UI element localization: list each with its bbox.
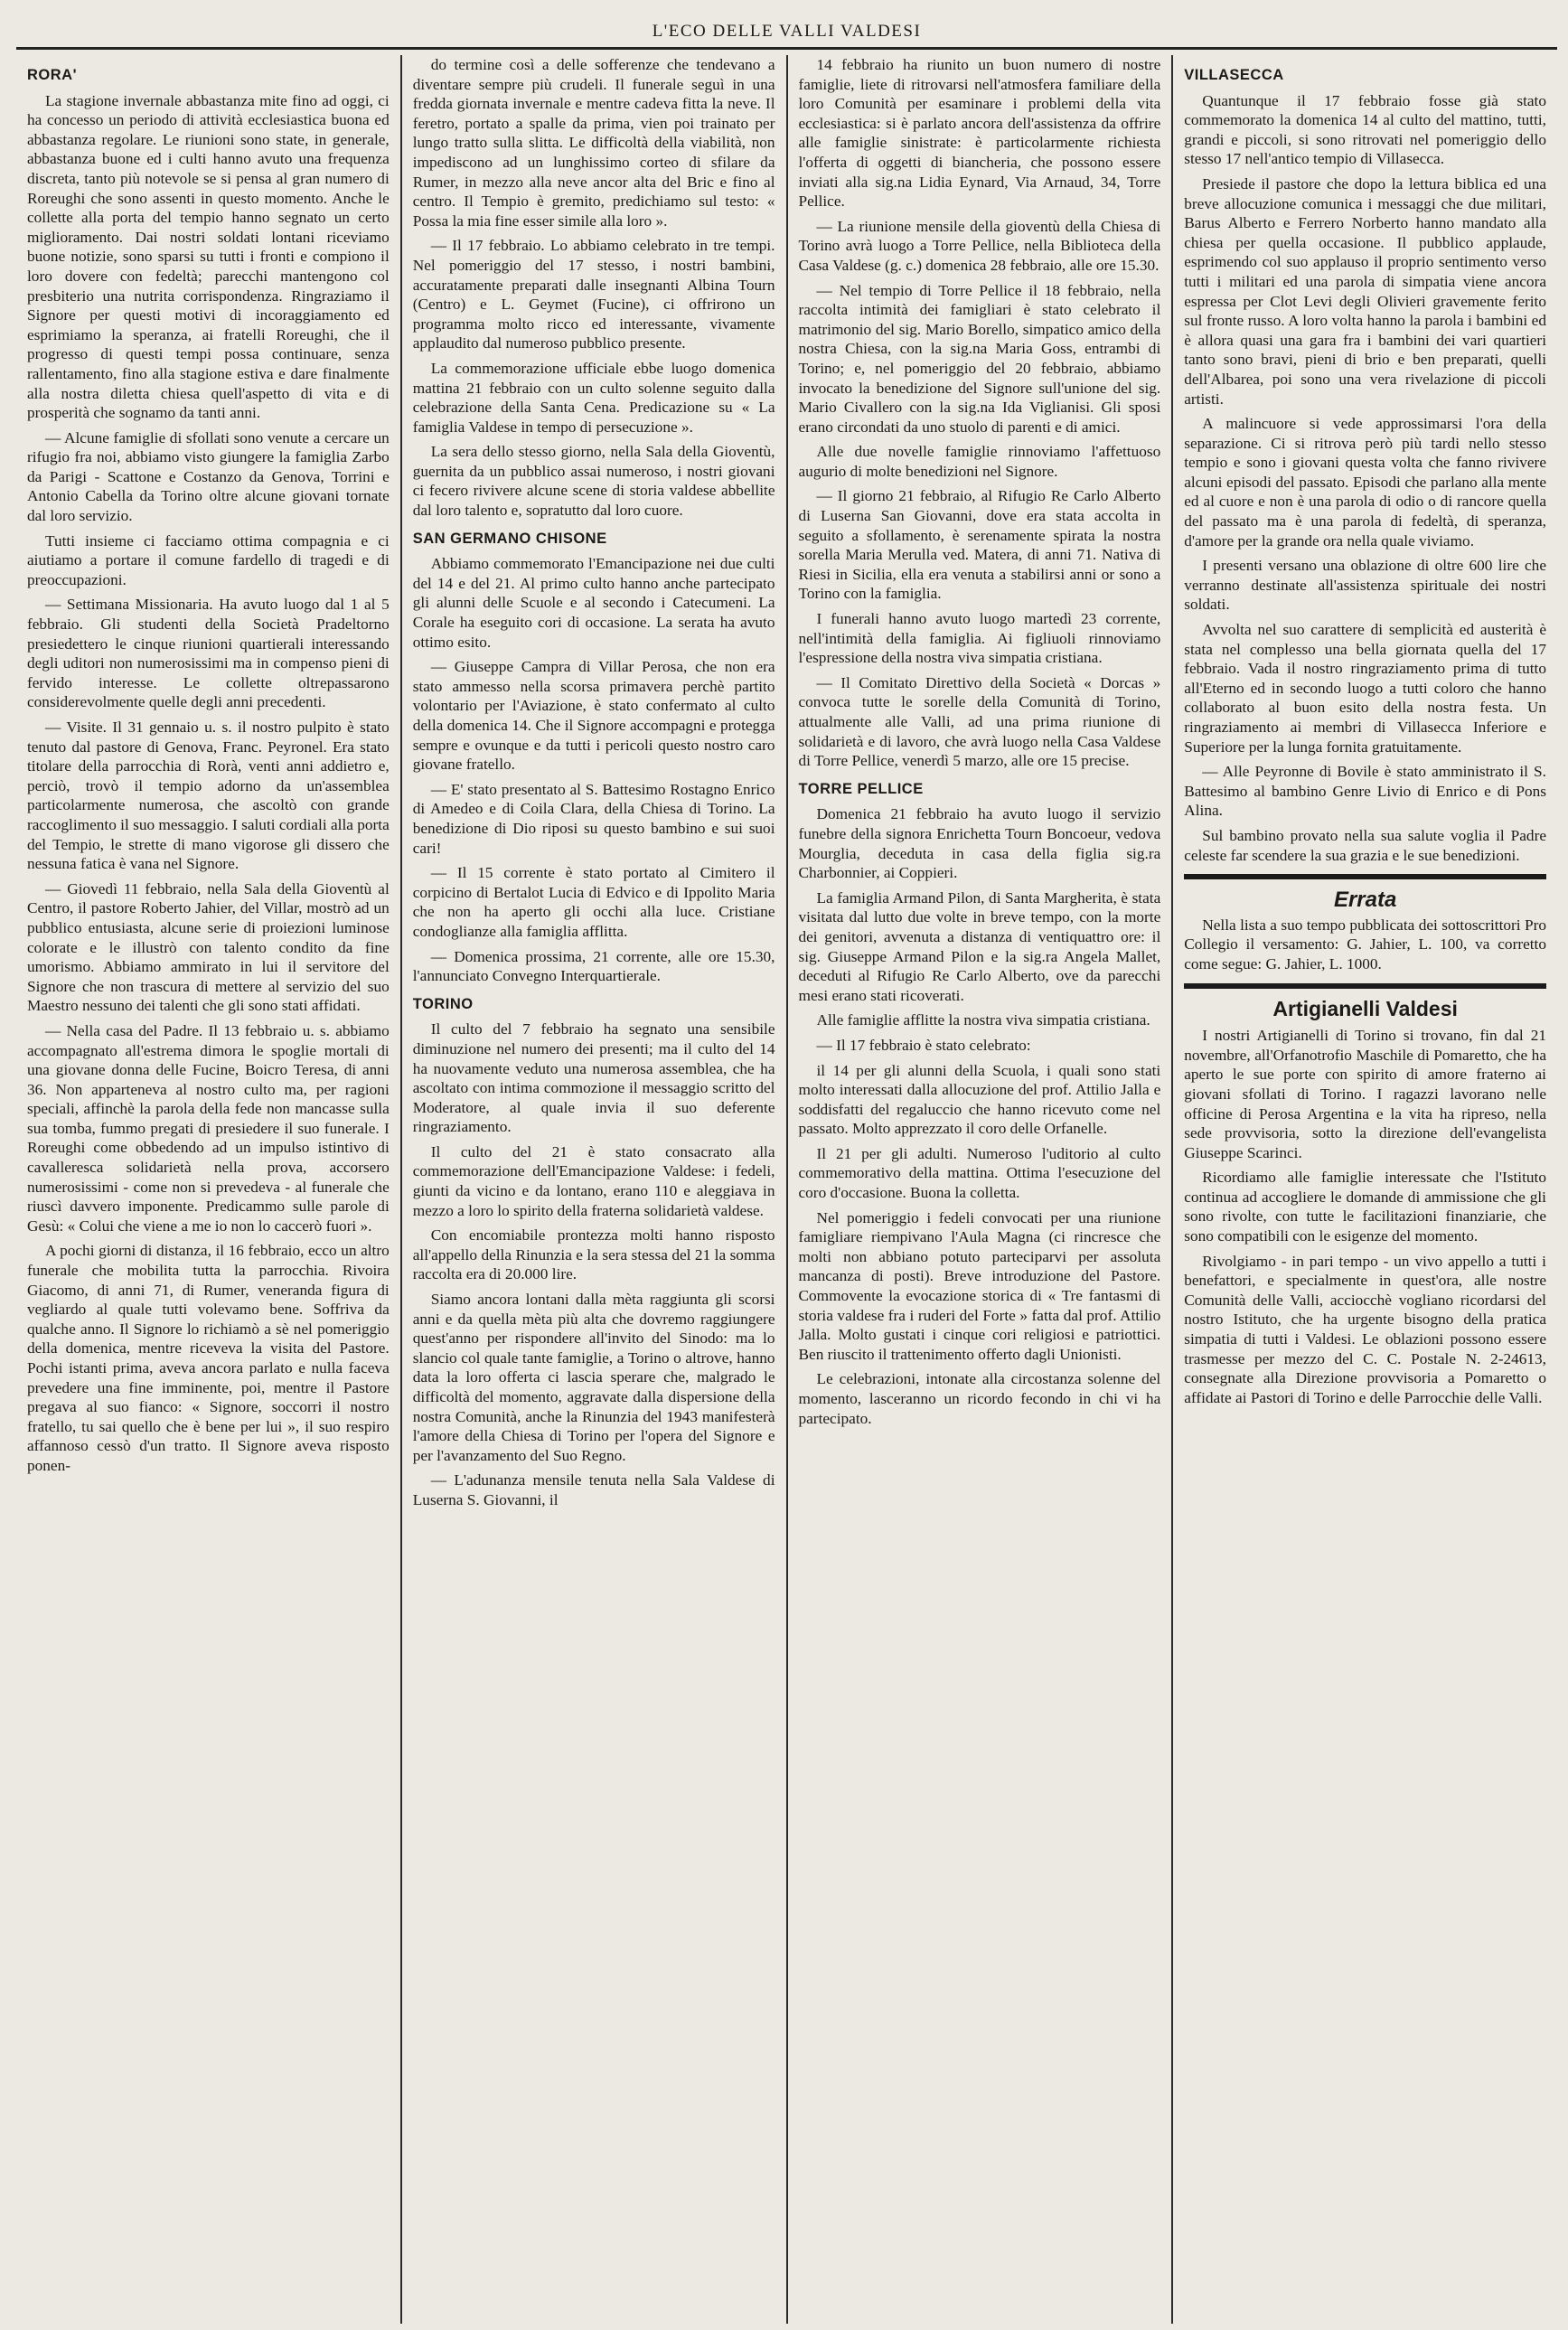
section-heading: TORINO [412, 995, 474, 1012]
article-paragraph: I funerali hanno avuto luogo martedì 23 corrente, nell'intimità della famiglia. Ai figliuoli rinnoviamo l'espressione della nostra viva simpatia cristiana. [798, 610, 1161, 667]
article-paragraph: A pochi giorni di distanza, il 16 febbraio, ecco un altro funerale che mobilita tutta la parrocchia. Rivoira Giacomo, di anni 71, di Rumer, veneranda figura di vegliardo al quale tutti volevamo bene. Soffriva da qualche anno. Il Signore lo richiamò a sè nel pomeriggio della domenica, mentre riceveva la visita del Pastore. Pochi istanti prima, aveva ancora parlato e nulla faceva prevedere una fine imminente, poi, mentre il Pastore pregava al suo fianco: « Signore, soccorri il nostro fratello, tu sai quello che è bene per lui », il suo respiro affannoso cessò d'un tratto. Il Signore aveva risposto ponen- [27, 1242, 390, 1474]
article-paragraph: Il culto del 7 febbraio ha segnato una sensibile diminuzione nel numero dei presenti; ma il culto del 14 ha nuovamente veduto una numerosa assemblea, che ha ascoltato con intima commozione il messaggio scritto del Moderatore, al quale invia il suo deferente ringraziamento. [412, 1020, 775, 1136]
article-paragraph: — Settimana Missionaria. Ha avuto luogo dal 1 al 5 febbraio. Gli studenti della Società Pradeltorno presiedettero le cinque riunioni quartierali interessando degli uditori non numerosissimi ma in compenso pieni di fervido interesse. Le collette oltrepassarono considerevolmente quelle degli anni precedenti. [27, 596, 390, 711]
columns [16, 55, 1557, 2324]
article-paragraph: — Giuseppe Campra di Villar Perosa, che non era stato ammesso nella scorsa primavera perchè partito volontario per l'Aviazione, è stato confermato al culto della domenica 14. Che il Signore accompagni e protegga sempre e ovunque e da tutti i pericoli questo nostro caro giovane fratello. [412, 658, 775, 774]
article-paragraph: Il culto del 21 è stato consacrato alla commemorazione dell'Emancipazione Valdese: i fedeli, giunti da vicino e da lontano, erano 110 e aleggiava in mezzo a loro lo spirito della fraterna solidarietà valdese. [412, 1142, 775, 1219]
article-paragraph: — Il giorno 21 febbraio, al Rifugio Re Carlo Alberto di Luserna San Giovanni, dove era stata accolta in seguito a sfollamento, è serenamente spirata la nostra sorella Maria Merulla ved. Matera, di anni 71. Nativa di Riesi in Sicilia, ella era venuta a stabilirsi anni or sono a Torino con la famiglia. [798, 487, 1161, 603]
article-paragraph: Abbiamo commemorato l'Emancipazione nei due culti del 14 e del 21. Al primo culto hanno anche partecipato gli alunni delle Scuole e al secondo i Catecumeni. La Corale ha eseguito cori di occasione. La serata ha avuto ottimo esito. [412, 555, 775, 651]
article-paragraph: Il 21 per gli adulti. Numeroso l'uditorio al culto commemorativo della mattina. Ottima l'esecuzione del coro d'occasione. Buona la colletta. [798, 1144, 1161, 1202]
column-2 [400, 55, 786, 2324]
article-paragraph: I presenti versano una oblazione di oltre 600 lire che verranno destinate all'assistenza spirituale dei nostri soldati. [1184, 557, 1546, 614]
article-paragraph: Le celebrazioni, intonate alla circostanza solenne del momento, lasceranno un ricordo fecondo in chi vi ha partecipato. [798, 1370, 1161, 1427]
section-heading: VILLASECCA [1184, 67, 1284, 83]
article-paragraph: — Nel tempio di Torre Pellice il 18 febbraio, nella raccolta intimità dei famigliari è stato celebrato il matrimonio del sig. Mario Borello, simpatico amico della nostra Chiesa, con la sig.na Maria Goss, entrambi di Torino; e, nel pomeriggio del 20 febbraio, abbiamo invocato la benedizione del Signore sull'unione del sig. Mario Civallero con la sig.na Ida Viglianisi. Gli sposi erano circondati da uno stuolo di parenti e di amici. [798, 281, 1161, 436]
article-paragraph: Ricordiamo alle famiglie interessate che l'Istituto continua ad accogliere le domande di ammissione che gli sono rivolte, con tutte le facilitazioni finanziarie, che sono compatibili con le esigenze del momento. [1184, 1169, 1546, 1245]
section-heading: TORRE PELLICE [798, 780, 924, 797]
article-paragraph: — Il 17 febbraio è stato celebrato: [816, 1036, 1031, 1054]
article-paragraph: — Visite. Il 31 gennaio u. s. il nostro pulpito è stato tenuto dal pastore di Genova, Franc. Peyronel. Era stato titolare della parrocchia di Rorà, venti anni addietro e, perciò, trovò il tempio adorno da un'assemblea particolarmente numerosa, che ascoltò con grande raccoglimento il suo messaggio. I saluti cordiali alla porta del Tempio, le strette di mano vigorose gli dissero che nessuna fatica è vana nel Signore. [27, 719, 390, 873]
column-3 [786, 55, 1172, 2324]
article-paragraph: Nella lista a suo tempo pubblicata dei sottoscrittori Pro Collegio il versamento: G. Jahier, L. 100, va corretto come segue: G. Jahier, L. 1000. [1184, 916, 1546, 972]
article-paragraph: I nostri Artigianelli di Torino si trovano, fin dal 21 novembre, all'Orfanotrofio Maschile di Pomaretto, che ha aperto le sue porte con spirito di amore fraterno ai giovani sfollati di Torino. I ragazzi lavorano nelle officine di Perosa Argentina e la vita ha ripreso, nella sede provvisoria, sotto la direzione dell'evangelista Giuseppe Scarinci. [1184, 1027, 1546, 1161]
article-paragraph: — Nella casa del Padre. Il 13 febbraio u. s. abbiamo accompagnato all'estrema dimora le spoglie mortali di una giovane donna delle Fucine, Boicro Teresa, di anni 36. Non appartenevа al nostro culto ma, per ragioni speciali, affinchè la parola della fede non mancasse sulla sua tomba, fummo pregati di presiedere il suo funerale. I Roreughi come obbedendo ad un impulso istintivo di cavalleresca solidarietà nella prova, accorsero numerosissimi - come non si prevedeva - al funerale che riuscì davvero imponente. Predicammo sulle parole di Gesù: « Colui che viene a me io non lo caccerò fuori ». [27, 1021, 390, 1235]
section-heading: SAN GERMANO CHISONE [412, 530, 607, 547]
article-paragraph: La commemorazione ufficiale ebbe luogo domenica mattina 21 febbraio con un culto solenne seguito dalla celebrazione della Santa Cena. Predicazione su « La famiglia Valdese in tempo di persecuzione ». [412, 359, 775, 436]
column-4 [1171, 55, 1557, 2324]
masthead-rule [16, 47, 1557, 50]
article-paragraph: Domenica 21 febbraio ha avuto luogo il servizio funebre della signora Enrichetta Tourn Boncoeur, vedova Mourglia, deceduta in casa della figlia sig.ra Charbonnier, ai Coppieri. [798, 805, 1161, 882]
article-paragraph: Siamo ancora lontani dalla mèta raggiunta gli scorsi anni e da quella mèta più alta che dovremo raggiungere quest'anno per rispondere all'invito del Sinodo: ma lo slancio col quale tante famiglie, a Torino o altrove, hanno data la loro offerta ci lascia sperare che, malgrado le difficoltà del momento, aggravate dalla dispersione della nostra Comunità, anche la Rinunzia del 1943 manifesterà l'amore della Chiesa di Torino per l'opera del Signore e per l'avanzamento del Suo Regno. [412, 1291, 775, 1464]
article-paragraph: do termine così a delle sofferenze che tendevano a diventare sempre più crudeli. Il funerale seguì in una fredda giornata invernale e mentre cadeva fitta la neve. Il feretro, portato a spalle da prima, vien poi trainato per lungo tratto sulla slitta. Le difficoltà della viabilità, non impediscono ad un lunghissimo corteo di sfilare da Rumer, in mezzo alla neve ancor alta del Bric e fino al centro. Il Tempio è gremito, predichiamo sul testo: « Possa la mia fine esser simile alla loro ». [412, 56, 775, 230]
article-paragraph: — E' stato presentato al S. Battesimo Rostagno Enrico di Amedeo e di Coila Clara, della Chiesa di Torino. La benedizione di Dio riposi su questo bambino e sui suoi cari! [412, 780, 775, 857]
article-paragraph: Alle due novelle famiglie rinnoviamo l'affettuoso augurio di molte benedizioni nel Signore. [798, 443, 1161, 480]
article-paragraph: — Alle Peyronne di Bovile è stato amministrato il S. Battesimo al bambino Genre Livio di Enrico e di Pons Alina. [1184, 763, 1546, 820]
section-heading: RORA' [27, 67, 78, 83]
column-1 [16, 55, 400, 2324]
article-paragraph: Quantunque il 17 febbraio fosse già stato commemorato la domenica 14 al culto del mattino, tutti, grandi e piccoli, si sono ritrovati nel pomeriggio dello stesso 17 nell'antico tempio di Villasecca. [1184, 91, 1546, 168]
section-divider [1184, 983, 1546, 989]
article-paragraph: Alle famiglie afflitte la nostra viva simpatia cristiana. [816, 1011, 1150, 1029]
article-paragraph: — L'adunanza mensile tenuta nella Sala Valdese di Luserna S. Giovanni, il [412, 1471, 775, 1508]
masthead: L'ECO DELLE VALLI VALDESI [652, 22, 922, 41]
article-paragraph: — Giovedì 11 febbraio, nella Sala della Gioventù al Centro, il pastore Roberto Jahier, del Villar, mostrò ad un pubblico entusiasta, alcune serie di proiezioni luminose colorate e le illustrò con talento condito da fine umorismo. Abbiamo ammirato in lui il servitore del Signore che non trascura di mettere al servizio del suo Maestro nessuno dei talenti che gli sono stati affidati. [27, 879, 390, 1015]
article-paragraph: Avvolta nel suo carattere di semplicità ed austerità è stata nel complesso una bella giornata quella del 17 febbraio. Vada il nostro ringraziamento prima di tutto all'Eterno ed in secondo luogo a tutti coloro che hanno collaborato al buon esito della nostra festa. Un ringraziamento ai membri di Villasecca Inferiore e Superiore per la lunga fornita gratuitamente. [1184, 621, 1546, 756]
errata-heading: Errata [1333, 888, 1397, 913]
article-paragraph: — Il 15 corrente è stato portato al Cimitero il corpicino di Bertalot Lucia di Edvico e di Ippolito Maria che non ha aperto gli occhi alla luce. Cristiane condoglianze alla famiglia afflitta. [412, 864, 775, 940]
article-paragraph: — Alcune famiglie di sfollati sono venute a cercare un rifugio fra noi, abbiamo visto giungere la famiglia Zarbo da Parigi - Scattone e Costanzo da Genova, Torrini e Antonio Cabella da Torino oltre alcune giovani tornate dal loro servizio. [27, 428, 390, 525]
article-paragraph: Nel pomeriggio i fedeli convocati per una riunione famigliare riempivano l'Aula Magna (ci rincresce che molti non abbiano potuto parteciparvi per assoluta mancanza di posti). Breve introduzione del Pastore. Commovente la evocazione storica di « Tre fantasmi di storia valdese fra i ruderi del Forte » fatta dal prof. Attilio Jalla. Molto gustati i cinque cori religiosi e patriottici. Ben riuscito il trattenimento offerto dagli Unionisti. [798, 1208, 1161, 1363]
article-paragraph: — Domenica prossima, 21 corrente, alle ore 15.30, l'annunciato Convegno Interquartierale. [412, 947, 775, 985]
article-paragraph: La famiglia Armand Pilon, di Santa Margherita, è stata visitata dal lutto due volte in breve tempo, con la morte dei genitori, avvenuta a distanza di ventiquattro ore: il sig. Giuseppe Armand Pilon e la sig.ra Angela Mallet, deceduti al Rifugio Re Carlo Alberto, ove da parecchi mesi erano stati ricoverati. [798, 888, 1161, 1004]
article-paragraph: — La riunione mensile della gioventù della Chiesa di Torino avrà luogo a Torre Pellice, nella Biblioteca della Casa Valdese (g. c.) domenica 28 febbraio, alle ore 15.30. [798, 217, 1161, 274]
artigianelli-heading: Artigianelli Valdesi [1272, 996, 1458, 1020]
article-paragraph: A malincuore si vede approssimarsi l'ora della separazione. Ci si ritrova però più tardi nello stesso tempio e sono i giovani questa volta che fanno rivivere alcuni episodi del passato. Episodi che parlano alla mente ed al cuore e non è una parola di odio o di rancore quella del passato ma è una parola di fedeltà, di speranza, d'amore per la grande ora nella quale viviamo. [1184, 415, 1546, 550]
article-paragraph: Tutti insieme ci facciamo ottima compagnia e ci aiutiamo a portare il comune fardello di tragedi e di preoccupazioni. [27, 531, 390, 588]
article-paragraph: — Il Comitato Direttivo della Società « Dorcas » convoca tutte le sorelle della Comunità di Torino, attualmente alle Valli, ad una prima riunione di solidarietà e di lavoro, che avrà luogo nella Casa Valdese di Torre Pellice, venerdì 5 marzo, alle ore 15 precise. [798, 673, 1161, 770]
article-paragraph: Rivolgiamo - in pari tempo - un vivo appello a tutti i benefattori, e specialmente in quest'ora, alle nostre Comunità delle Valli, acciocchè vogliano ricordarsi del nostro Istituto, che ha urgente bisogno della pratica simpatia di tutti i Valdesi. Le oblazioni possono essere trasmesse per mezzo del C. C. Postale N. 2-24613, consegnate alla Direzione provvisoria a Pomaretto o affidate ai Pastori di Torino e delle Parrocchie delle Valli. [1184, 1252, 1546, 1406]
section-divider [1184, 874, 1546, 879]
article-paragraph: il 14 per gli alunni della Scuola, i quali sono stati molto interessati dalla allocuzione del prof. Attilio Jalla e soddisfatti del regaluccio che hanno ricevuto come nel passato. Molto apprezzato il coro delle Orfanelle. [798, 1061, 1161, 1138]
article-paragraph: La sera dello stesso giorno, nella Sala della Gioventù, guernita da un pubblico assai numeroso, i nostri giovani ci fecero rivivere alcune scene di storia valdese abbellite dal loro talento e, sopratutto dal loro cuore. [412, 443, 775, 520]
article-paragraph: La stagione invernale abbastanza mite fino ad oggi, ci ha concesso un periodo di attività ecclesiastica buona ed abbastanza regolare. Le riunioni sono state, in generale, abbastanza buone ed i culti hanno avuto una frequenza discreta, tanto più notevole se si pensa al gran numero di Roreughi che sono assenti in questo momento. Anche le collette alla porta del tempio hanno segnato un certo miglioramento. Dai nostri soldati lontani riceviamo buone notizie, sono sparsi su tutti i fronti e compiono il loro dovere con fedeltà; parecchi mantengono col presbiterio una nutrita corrispondenza. Ringraziamo il Signore per questi motivi di incoraggiamento ed esprimiamo la speranza, ai fratelli Roreughi, che il progresso di questi tempi possa continuare, senza rallentamento, fino alla stagione estiva e dare finalmente alla nostra diletta chiesa quell'aspetto di vita e di prosperità che sognamo da tanti anni. [27, 91, 390, 422]
article-paragraph: 14 febbraio ha riunito un buon numero di nostre famiglie, liete di ritrovarsi nell'atmosfera familiare della loro Comunità per esaminare i problemi della vita ecclesiastica: si è parlato ancora dell'assistenza da offrire alle famiglie sinistrate: è particolarmente richiesta l'offerta di oggetti di biancheria, che possono essere inviati alla sig.na Lidia Eynard, Via Arnaud, 34, Torre Pellice. [798, 56, 1161, 211]
article-paragraph: Con encomiabile prontezza molti hanno risposto all'appello della Rinunzia e la sera stessa del 21 la somma raccolta era di 20.000 lire. [412, 1226, 775, 1283]
article-paragraph: Sul bambino provato nella sua salute voglia il Padre celeste far scendere la sua grazia e le sue benedizioni. [1184, 826, 1546, 864]
article-paragraph: Presiede il pastore che dopo la lettura biblica ed una breve allocuzione comunica i messaggi che due militari, Barus Alberto e Ferrero Norberto hanno mandato alla chiesa per quella occasione. Il pubblico applaude, esprimendo col suo applauso il proprio sentimento verso tutti i militari ed una parola di simpatia viene ancora espressa per Clot Levi degli Olivieri gravemente ferito sul fronte russo. A loro volta hanno la parola i bambini ed è allora quasi una gara fra i bambini dei vari quartieri tanto sono bravi, pieni di brio e ben preparati, quelli dell'Albarea, poi sono una vera rivelazione di piccoli artisti. [1184, 174, 1546, 408]
article-paragraph: — Il 17 febbraio. Lo abbiamo celebrato in tre tempi. Nel pomeriggio del 17 stesso, i nostri bambini, accuratamente preparati dalle insegnanti Albina Tourn (Centro) e L. Geymet (Fucine), ci offrirono un programma molto ricco ed interessante, vivamente applaudito dal numeroso pubblico presente. [412, 237, 775, 352]
